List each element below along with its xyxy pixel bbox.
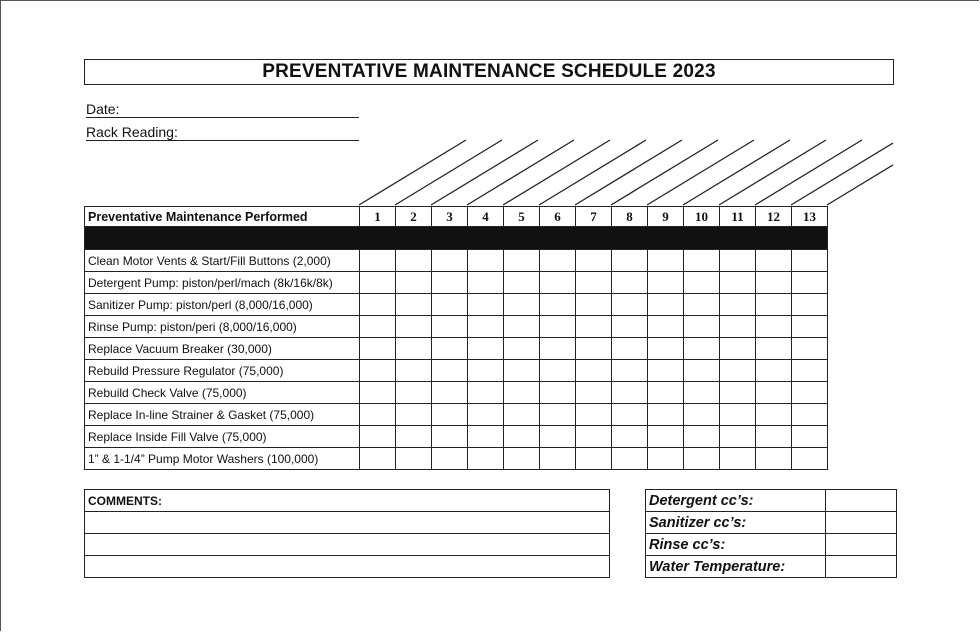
rack-reading-field[interactable]: Rack Reading: bbox=[86, 124, 359, 141]
check-cell[interactable] bbox=[648, 404, 684, 426]
column-number-12: 12 bbox=[756, 207, 792, 227]
task-label: 1” & 1-1/4” Pump Motor Washers (100,000) bbox=[85, 448, 360, 470]
column-number-8: 8 bbox=[612, 207, 648, 227]
page-title: PREVENTATIVE MAINTENANCE SCHEDULE 2023 bbox=[84, 59, 894, 85]
check-cell[interactable] bbox=[684, 360, 720, 382]
task-label: Detergent Pump: piston/perl/mach (8k/16k/8k) bbox=[85, 272, 360, 294]
check-cell[interactable] bbox=[576, 272, 612, 294]
check-cell[interactable] bbox=[468, 382, 504, 404]
header-diagonal-line bbox=[611, 140, 718, 205]
column-number-7: 7 bbox=[576, 207, 612, 227]
header-diagonal-line bbox=[467, 140, 574, 205]
header-diagonal-line bbox=[683, 140, 790, 205]
table-row bbox=[85, 382, 828, 404]
check-cell[interactable] bbox=[612, 294, 648, 316]
task-label: Rebuild Check Valve (75,000) bbox=[85, 382, 360, 404]
check-cell[interactable] bbox=[648, 448, 684, 470]
header-diagonal-line bbox=[395, 140, 502, 205]
check-cell[interactable] bbox=[360, 382, 396, 404]
check-cell[interactable] bbox=[576, 316, 612, 338]
check-cell[interactable] bbox=[504, 250, 540, 272]
check-cell[interactable] bbox=[792, 316, 828, 338]
check-cell[interactable] bbox=[504, 404, 540, 426]
table-row bbox=[85, 338, 828, 360]
check-cell[interactable] bbox=[648, 426, 684, 448]
check-cell[interactable] bbox=[792, 250, 828, 272]
comments-line[interactable] bbox=[85, 534, 610, 556]
check-cell[interactable] bbox=[720, 360, 756, 382]
check-cell[interactable] bbox=[396, 426, 432, 448]
check-cell[interactable] bbox=[756, 404, 792, 426]
check-cell[interactable] bbox=[612, 272, 648, 294]
check-cell[interactable] bbox=[432, 294, 468, 316]
grid-header-row bbox=[85, 207, 828, 227]
header-diagonal-line bbox=[827, 165, 893, 205]
check-cell[interactable] bbox=[612, 382, 648, 404]
check-cell[interactable] bbox=[504, 272, 540, 294]
task-label: Replace Vacuum Breaker (30,000) bbox=[85, 338, 360, 360]
check-cell[interactable] bbox=[396, 448, 432, 470]
header-diagonal-line bbox=[503, 140, 610, 205]
check-cell[interactable] bbox=[432, 316, 468, 338]
check-cell[interactable] bbox=[396, 382, 432, 404]
check-cell[interactable] bbox=[720, 250, 756, 272]
date-field[interactable]: Date: bbox=[86, 101, 359, 118]
check-cell[interactable] bbox=[432, 338, 468, 360]
cc-row bbox=[646, 490, 897, 512]
check-cell[interactable] bbox=[540, 448, 576, 470]
check-cell[interactable] bbox=[720, 382, 756, 404]
check-cell[interactable] bbox=[684, 426, 720, 448]
cc-value-field[interactable] bbox=[826, 490, 897, 512]
check-cell[interactable] bbox=[612, 316, 648, 338]
check-cell[interactable] bbox=[360, 316, 396, 338]
check-cell[interactable] bbox=[792, 294, 828, 316]
check-cell[interactable] bbox=[720, 338, 756, 360]
check-cell[interactable] bbox=[432, 360, 468, 382]
check-cell[interactable] bbox=[540, 250, 576, 272]
check-cell[interactable] bbox=[684, 404, 720, 426]
check-cell[interactable] bbox=[648, 316, 684, 338]
check-cell[interactable] bbox=[576, 382, 612, 404]
cc-value-field[interactable] bbox=[826, 534, 897, 556]
check-cell[interactable] bbox=[756, 338, 792, 360]
check-cell[interactable] bbox=[360, 404, 396, 426]
check-cell[interactable] bbox=[756, 272, 792, 294]
check-cell[interactable] bbox=[468, 338, 504, 360]
check-cell[interactable] bbox=[576, 338, 612, 360]
check-cell[interactable] bbox=[468, 250, 504, 272]
black-band bbox=[85, 227, 828, 250]
cc-value-field[interactable] bbox=[826, 556, 897, 578]
column-number-11: 11 bbox=[720, 207, 756, 227]
table-row bbox=[85, 250, 828, 272]
check-cell[interactable] bbox=[648, 294, 684, 316]
check-cell[interactable] bbox=[720, 294, 756, 316]
cc-row bbox=[646, 534, 897, 556]
check-cell[interactable] bbox=[468, 448, 504, 470]
check-cell[interactable] bbox=[612, 426, 648, 448]
check-cell[interactable] bbox=[468, 404, 504, 426]
check-cell[interactable] bbox=[576, 360, 612, 382]
check-cell[interactable] bbox=[756, 382, 792, 404]
check-cell[interactable] bbox=[504, 448, 540, 470]
check-cell[interactable] bbox=[684, 272, 720, 294]
check-cell[interactable] bbox=[396, 250, 432, 272]
check-cell[interactable] bbox=[756, 294, 792, 316]
check-cell[interactable] bbox=[360, 448, 396, 470]
column-number-9: 9 bbox=[648, 207, 684, 227]
check-cell[interactable] bbox=[792, 360, 828, 382]
check-cell[interactable] bbox=[432, 272, 468, 294]
cc-row bbox=[646, 512, 897, 534]
check-cell[interactable] bbox=[468, 294, 504, 316]
check-cell[interactable] bbox=[684, 448, 720, 470]
table-row bbox=[85, 316, 828, 338]
header-diagonal-line bbox=[647, 140, 754, 205]
grid-header-label: Preventative Maintenance Performed bbox=[85, 207, 360, 227]
check-cell[interactable] bbox=[504, 426, 540, 448]
column-number-10: 10 bbox=[684, 207, 720, 227]
cc-label: Water Temperature: bbox=[646, 556, 826, 578]
check-cell[interactable] bbox=[432, 404, 468, 426]
black-separator-row bbox=[85, 227, 828, 250]
check-cell[interactable] bbox=[792, 338, 828, 360]
column-number-3: 3 bbox=[432, 207, 468, 227]
check-cell[interactable] bbox=[720, 448, 756, 470]
cc-value-field[interactable] bbox=[826, 512, 897, 534]
check-cell[interactable] bbox=[720, 404, 756, 426]
check-cell[interactable] bbox=[648, 338, 684, 360]
check-cell[interactable] bbox=[540, 338, 576, 360]
check-cell[interactable] bbox=[540, 360, 576, 382]
task-label: Rinse Pump: piston/peri (8,000/16,000) bbox=[85, 316, 360, 338]
check-cell[interactable] bbox=[504, 338, 540, 360]
check-cell[interactable] bbox=[756, 250, 792, 272]
table-row bbox=[85, 426, 828, 448]
check-cell[interactable] bbox=[360, 294, 396, 316]
check-cell[interactable] bbox=[576, 250, 612, 272]
header-diagonal-line bbox=[755, 140, 862, 205]
check-cell[interactable] bbox=[540, 272, 576, 294]
table-row bbox=[85, 272, 828, 294]
check-cell[interactable] bbox=[504, 360, 540, 382]
check-cell[interactable] bbox=[792, 272, 828, 294]
task-label: Replace Inside Fill Valve (75,000) bbox=[85, 426, 360, 448]
comments-line[interactable] bbox=[85, 556, 610, 578]
check-cell[interactable] bbox=[504, 316, 540, 338]
column-number-6: 6 bbox=[540, 207, 576, 227]
cc-label: Rinse cc’s: bbox=[646, 534, 826, 556]
check-cell[interactable] bbox=[360, 250, 396, 272]
header-diagonal-line bbox=[359, 140, 466, 205]
cc-readings-box bbox=[645, 489, 897, 578]
check-cell[interactable] bbox=[432, 250, 468, 272]
check-cell[interactable] bbox=[756, 316, 792, 338]
cc-row bbox=[646, 556, 897, 578]
maintenance-grid bbox=[84, 206, 828, 470]
column-number-4: 4 bbox=[468, 207, 504, 227]
comments-line[interactable] bbox=[85, 512, 610, 534]
check-cell[interactable] bbox=[396, 294, 432, 316]
header-diagonal-line bbox=[539, 140, 646, 205]
comments-box bbox=[84, 489, 610, 578]
check-cell[interactable] bbox=[756, 448, 792, 470]
check-cell[interactable] bbox=[540, 316, 576, 338]
check-cell[interactable] bbox=[360, 426, 396, 448]
check-cell[interactable] bbox=[396, 316, 432, 338]
check-cell[interactable] bbox=[684, 338, 720, 360]
check-cell[interactable] bbox=[540, 426, 576, 448]
check-cell[interactable] bbox=[540, 382, 576, 404]
column-number-2: 2 bbox=[396, 207, 432, 227]
check-cell[interactable] bbox=[612, 360, 648, 382]
check-cell[interactable] bbox=[360, 360, 396, 382]
check-cell[interactable] bbox=[396, 404, 432, 426]
task-label: Clean Motor Vents & Start/Fill Buttons (2,000) bbox=[85, 250, 360, 272]
check-cell[interactable] bbox=[756, 360, 792, 382]
cc-label: Detergent cc’s: bbox=[646, 490, 826, 512]
column-number-13: 13 bbox=[792, 207, 828, 227]
check-cell[interactable] bbox=[684, 316, 720, 338]
comments-label: COMMENTS: bbox=[85, 490, 610, 512]
check-cell[interactable] bbox=[432, 448, 468, 470]
check-cell[interactable] bbox=[360, 272, 396, 294]
check-cell[interactable] bbox=[792, 382, 828, 404]
check-cell[interactable] bbox=[396, 360, 432, 382]
cc-label: Sanitizer cc’s: bbox=[646, 512, 826, 534]
check-cell[interactable] bbox=[396, 338, 432, 360]
check-cell[interactable] bbox=[504, 382, 540, 404]
task-label: Sanitizer Pump: piston/perl (8,000/16,000) bbox=[85, 294, 360, 316]
table-row bbox=[85, 294, 828, 316]
check-cell[interactable] bbox=[504, 294, 540, 316]
check-cell[interactable] bbox=[432, 426, 468, 448]
check-cell[interactable] bbox=[396, 272, 432, 294]
check-cell[interactable] bbox=[792, 448, 828, 470]
check-cell[interactable] bbox=[576, 404, 612, 426]
check-cell[interactable] bbox=[720, 316, 756, 338]
header-diagonal-line bbox=[719, 140, 826, 205]
check-cell[interactable] bbox=[684, 382, 720, 404]
table-row bbox=[85, 360, 828, 382]
check-cell[interactable] bbox=[540, 404, 576, 426]
column-number-1: 1 bbox=[360, 207, 396, 227]
check-cell[interactable] bbox=[576, 448, 612, 470]
check-cell[interactable] bbox=[432, 382, 468, 404]
column-number-5: 5 bbox=[504, 207, 540, 227]
check-cell[interactable] bbox=[468, 272, 504, 294]
check-cell[interactable] bbox=[720, 272, 756, 294]
check-cell[interactable] bbox=[360, 338, 396, 360]
check-cell[interactable] bbox=[792, 404, 828, 426]
header-diagonal-line bbox=[431, 140, 538, 205]
task-label: Rebuild Pressure Regulator (75,000) bbox=[85, 360, 360, 382]
check-cell[interactable] bbox=[612, 404, 648, 426]
task-label: Replace In-line Strainer & Gasket (75,000) bbox=[85, 404, 360, 426]
check-cell[interactable] bbox=[684, 294, 720, 316]
check-cell[interactable] bbox=[684, 250, 720, 272]
check-cell[interactable] bbox=[468, 360, 504, 382]
table-row bbox=[85, 404, 828, 426]
check-cell[interactable] bbox=[648, 382, 684, 404]
check-cell[interactable] bbox=[756, 426, 792, 448]
check-cell[interactable] bbox=[612, 250, 648, 272]
header-diagonal-line bbox=[575, 140, 682, 205]
check-cell[interactable] bbox=[576, 294, 612, 316]
check-cell[interactable] bbox=[468, 316, 504, 338]
check-cell[interactable] bbox=[648, 272, 684, 294]
check-cell[interactable] bbox=[648, 360, 684, 382]
table-row bbox=[85, 448, 828, 470]
check-cell[interactable] bbox=[576, 426, 612, 448]
check-cell[interactable] bbox=[540, 294, 576, 316]
check-cell[interactable] bbox=[792, 426, 828, 448]
check-cell[interactable] bbox=[648, 250, 684, 272]
check-cell[interactable] bbox=[612, 448, 648, 470]
check-cell[interactable] bbox=[612, 338, 648, 360]
check-cell[interactable] bbox=[468, 426, 504, 448]
check-cell[interactable] bbox=[720, 426, 756, 448]
